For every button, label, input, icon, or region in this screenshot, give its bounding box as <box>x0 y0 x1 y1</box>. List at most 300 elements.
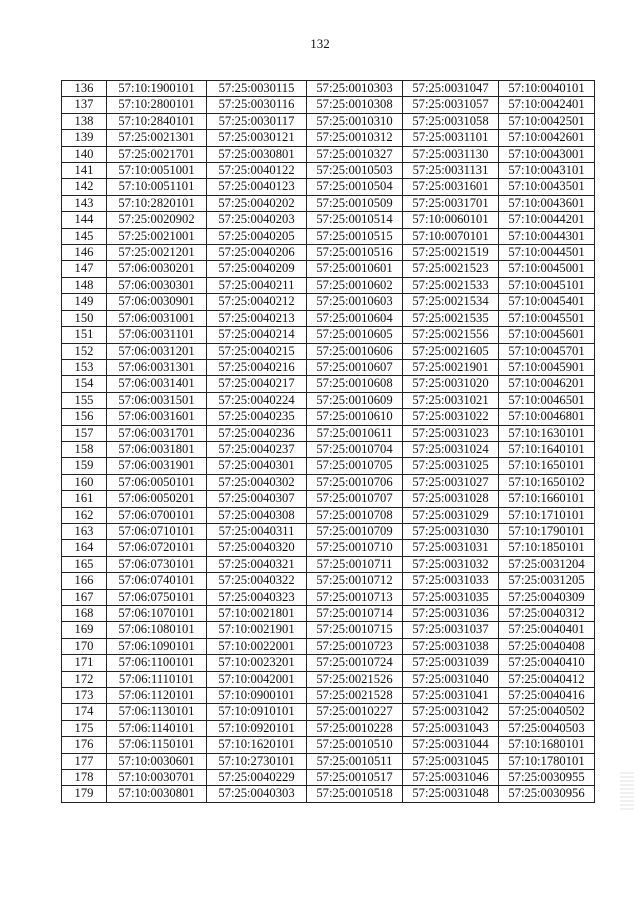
table-row <box>62 277 595 293</box>
cadastral-number-cell: 57:25:0040410 <box>499 655 595 671</box>
table-row <box>62 294 595 310</box>
row-number-cell: 137 <box>62 97 107 113</box>
cadastral-number-cell: 57:10:1710101 <box>499 507 595 523</box>
table-row <box>62 638 595 654</box>
table-row <box>62 409 595 425</box>
cadastral-number-cell: 57:25:0020902 <box>107 212 207 228</box>
cadastral-number-cell: 57:25:0010715 <box>307 622 403 638</box>
cadastral-number-cell: 57:25:0040235 <box>207 409 307 425</box>
cadastral-number-cell: 57:25:0010510 <box>307 737 403 753</box>
table-row <box>62 212 595 228</box>
table-row <box>62 97 595 113</box>
cadastral-number-cell: 57:25:0010709 <box>307 523 403 539</box>
cadastral-number-cell: 57:25:0010228 <box>307 720 403 736</box>
cadastral-number-cell: 57:06:0030901 <box>107 294 207 310</box>
cadastral-number-cell: 57:10:1900101 <box>107 81 207 97</box>
table-row <box>62 81 595 97</box>
row-number-cell: 175 <box>62 720 107 736</box>
table-row <box>62 523 595 539</box>
cadastral-number-cell: 57:25:0021605 <box>403 343 499 359</box>
cadastral-number-cell: 57:25:0010605 <box>307 327 403 343</box>
cadastral-number-cell: 57:25:0030801 <box>207 146 307 162</box>
cadastral-number-cell: 57:25:0031057 <box>403 97 499 113</box>
cadastral-number-cell: 57:10:2840101 <box>107 113 207 129</box>
cadastral-number-cell: 57:25:0040321 <box>207 556 307 572</box>
table-row <box>62 688 595 704</box>
cadastral-number-cell: 57:25:0010514 <box>307 212 403 228</box>
table-row <box>62 491 595 507</box>
table-row <box>62 376 595 392</box>
cadastral-number-cell: 57:25:0010604 <box>307 310 403 326</box>
cadastral-number-cell: 57:06:0031201 <box>107 343 207 359</box>
cadastral-number-cell: 57:25:0031048 <box>403 786 499 802</box>
cadastral-number-cell: 57:25:0040503 <box>499 720 595 736</box>
cadastral-number-cell: 57:06:0750101 <box>107 589 207 605</box>
cadastral-number-cell: 57:25:0010608 <box>307 376 403 392</box>
cadastral-number-cell: 57:25:0040323 <box>207 589 307 605</box>
cadastral-number-cell: 57:10:0051001 <box>107 163 207 179</box>
cadastral-number-cell: 57:25:0031043 <box>403 720 499 736</box>
cadastral-number-cell: 57:10:1850101 <box>499 540 595 556</box>
cadastral-number-cell: 57:25:0010509 <box>307 195 403 211</box>
cadastral-number-cell: 57:10:0920101 <box>207 720 307 736</box>
cadastral-number-cell: 57:06:1080101 <box>107 622 207 638</box>
cadastral-number-cell: 57:25:0010327 <box>307 146 403 162</box>
cadastral-number-cell: 57:25:0040212 <box>207 294 307 310</box>
table-row <box>62 163 595 179</box>
cadastral-number-cell: 57:25:0031205 <box>499 573 595 589</box>
cadastral-number-cell: 57:25:0010724 <box>307 655 403 671</box>
row-number-cell: 163 <box>62 523 107 539</box>
table-row <box>62 310 595 326</box>
table-body <box>62 81 595 803</box>
cadastral-number-cell: 57:25:0010517 <box>307 770 403 786</box>
cadastral-number-cell: 57:06:1070101 <box>107 606 207 622</box>
cadastral-number-cell: 57:10:0042001 <box>207 671 307 687</box>
cadastral-number-cell: 57:25:0010603 <box>307 294 403 310</box>
table-row <box>62 343 595 359</box>
cadastral-number-cell: 57:25:0031032 <box>403 556 499 572</box>
row-number-cell: 177 <box>62 753 107 769</box>
cadastral-number-cell: 57:25:0010610 <box>307 409 403 425</box>
cadastral-number-cell: 57:10:2820101 <box>107 195 207 211</box>
cadastral-number-cell: 57:25:0021528 <box>307 688 403 704</box>
cadastral-number-cell: 57:10:0045601 <box>499 327 595 343</box>
row-number-cell: 140 <box>62 146 107 162</box>
cadastral-number-cell: 57:10:0030801 <box>107 786 207 802</box>
row-number-cell: 151 <box>62 327 107 343</box>
cadastral-number-cell: 57:25:0010602 <box>307 277 403 293</box>
cadastral-number-cell: 57:25:0021701 <box>107 146 207 162</box>
row-number-cell: 142 <box>62 179 107 195</box>
cadastral-number-cell: 57:25:0031025 <box>403 458 499 474</box>
cadastral-number-cell: 57:25:0031038 <box>403 638 499 654</box>
cadastral-number-cell: 57:06:0720101 <box>107 540 207 556</box>
table-row <box>62 458 595 474</box>
row-number-cell: 155 <box>62 392 107 408</box>
cadastral-number-cell: 57:25:0030115 <box>207 81 307 97</box>
cadastral-number-cell: 57:25:0040408 <box>499 638 595 654</box>
row-number-cell: 176 <box>62 737 107 753</box>
cadastral-number-cell: 57:25:0040236 <box>207 425 307 441</box>
table-row <box>62 425 595 441</box>
cadastral-number-cell: 57:10:0060101 <box>403 212 499 228</box>
row-number-cell: 148 <box>62 277 107 293</box>
cadastral-number-cell: 57:25:0010723 <box>307 638 403 654</box>
cadastral-number-cell: 57:10:0043601 <box>499 195 595 211</box>
cadastral-number-cell: 57:25:0040502 <box>499 704 595 720</box>
cadastral-number-cell: 57:25:0031023 <box>403 425 499 441</box>
cadastral-number-cell: 57:25:0030121 <box>207 130 307 146</box>
table-row <box>62 589 595 605</box>
table-row <box>62 392 595 408</box>
row-number-cell: 143 <box>62 195 107 211</box>
cadastral-number-cell: 57:25:0010606 <box>307 343 403 359</box>
cadastral-number-cell: 57:25:0021535 <box>403 310 499 326</box>
cadastral-number-cell: 57:25:0031031 <box>403 540 499 556</box>
cadastral-number-cell: 57:25:0010705 <box>307 458 403 474</box>
cadastral-number-cell: 57:10:0045501 <box>499 310 595 326</box>
table-row <box>62 327 595 343</box>
cadastral-number-cell: 57:25:0040211 <box>207 277 307 293</box>
cadastral-number-cell: 57:06:1090101 <box>107 638 207 654</box>
cadastral-number-cell: 57:25:0040217 <box>207 376 307 392</box>
row-number-cell: 171 <box>62 655 107 671</box>
table-row <box>62 195 595 211</box>
table-row <box>62 671 595 687</box>
cadastral-table <box>61 80 595 803</box>
table-row <box>62 113 595 129</box>
table-row <box>62 474 595 490</box>
cadastral-number-cell: 57:25:0040302 <box>207 474 307 490</box>
cadastral-number-cell: 57:25:0010504 <box>307 179 403 195</box>
row-number-cell: 154 <box>62 376 107 392</box>
cadastral-number-cell: 57:25:0010706 <box>307 474 403 490</box>
cadastral-number-cell: 57:10:0910101 <box>207 704 307 720</box>
cadastral-number-cell: 57:25:0040213 <box>207 310 307 326</box>
row-number-cell: 156 <box>62 409 107 425</box>
cadastral-number-cell: 57:25:0031040 <box>403 671 499 687</box>
cadastral-number-cell: 57:25:0031033 <box>403 573 499 589</box>
cadastral-number-cell: 57:25:0040416 <box>499 688 595 704</box>
row-number-cell: 150 <box>62 310 107 326</box>
row-number-cell: 158 <box>62 441 107 457</box>
cadastral-number-cell: 57:10:0042401 <box>499 97 595 113</box>
row-number-cell: 153 <box>62 359 107 375</box>
cadastral-number-cell: 57:25:0010308 <box>307 97 403 113</box>
row-number-cell: 157 <box>62 425 107 441</box>
cadastral-number-cell: 57:25:0010511 <box>307 753 403 769</box>
cadastral-number-cell: 57:06:0031401 <box>107 376 207 392</box>
cadastral-number-cell: 57:06:0031701 <box>107 425 207 441</box>
cadastral-number-cell: 57:10:0044201 <box>499 212 595 228</box>
cadastral-number-cell: 57:10:0030701 <box>107 770 207 786</box>
cadastral-number-cell: 57:10:0040101 <box>499 81 595 97</box>
cadastral-number-cell: 57:10:1630101 <box>499 425 595 441</box>
cadastral-number-cell: 57:06:1110101 <box>107 671 207 687</box>
row-number-cell: 173 <box>62 688 107 704</box>
row-number-cell: 149 <box>62 294 107 310</box>
cadastral-number-cell: 57:10:1640101 <box>499 441 595 457</box>
table-row <box>62 622 595 638</box>
cadastral-number-cell: 57:25:0040215 <box>207 343 307 359</box>
cadastral-number-cell: 57:25:0010227 <box>307 704 403 720</box>
cadastral-number-cell: 57:10:0045901 <box>499 359 595 375</box>
cadastral-number-cell: 57:10:0030601 <box>107 753 207 769</box>
cadastral-number-cell: 57:25:0040412 <box>499 671 595 687</box>
row-number-cell: 145 <box>62 228 107 244</box>
cadastral-number-cell: 57:25:0021523 <box>403 261 499 277</box>
cadastral-number-cell: 57:25:0031036 <box>403 606 499 622</box>
cadastral-number-cell: 57:25:0031046 <box>403 770 499 786</box>
cadastral-number-cell: 57:25:0040202 <box>207 195 307 211</box>
row-number-cell: 160 <box>62 474 107 490</box>
cadastral-number-cell: 57:10:0045701 <box>499 343 595 359</box>
cadastral-number-cell: 57:10:0046501 <box>499 392 595 408</box>
cadastral-number-cell: 57:06:0050201 <box>107 491 207 507</box>
cadastral-number-cell: 57:25:0010607 <box>307 359 403 375</box>
cadastral-number-cell: 57:25:0031028 <box>403 491 499 507</box>
cadastral-number-cell: 57:25:0031047 <box>403 81 499 97</box>
row-number-cell: 138 <box>62 113 107 129</box>
cadastral-number-cell: 57:25:0030955 <box>499 770 595 786</box>
row-number-cell: 168 <box>62 606 107 622</box>
cadastral-number-cell: 57:10:0046801 <box>499 409 595 425</box>
cadastral-number-cell: 57:10:0900101 <box>207 688 307 704</box>
table-row <box>62 556 595 572</box>
cadastral-number-cell: 57:25:0031027 <box>403 474 499 490</box>
cadastral-number-cell: 57:25:0031058 <box>403 113 499 129</box>
cadastral-number-cell: 57:10:1650102 <box>499 474 595 490</box>
cadastral-number-cell: 57:10:0045001 <box>499 261 595 277</box>
table-row <box>62 737 595 753</box>
cadastral-number-cell: 57:25:0031042 <box>403 704 499 720</box>
cadastral-number-cell: 57:10:0042501 <box>499 113 595 129</box>
cadastral-number-cell: 57:25:0040123 <box>207 179 307 195</box>
cadastral-number-cell: 57:10:0022001 <box>207 638 307 654</box>
cadastral-number-cell: 57:10:1780101 <box>499 753 595 769</box>
cadastral-number-cell: 57:10:0021901 <box>207 622 307 638</box>
cadastral-number-cell: 57:06:0730101 <box>107 556 207 572</box>
cadastral-number-cell: 57:25:0031044 <box>403 737 499 753</box>
table-row <box>62 228 595 244</box>
cadastral-table-container <box>61 80 594 803</box>
cadastral-number-cell: 57:10:0043101 <box>499 163 595 179</box>
cadastral-number-cell: 57:10:0043501 <box>499 179 595 195</box>
cadastral-number-cell: 57:25:0040224 <box>207 392 307 408</box>
cadastral-number-cell: 57:25:0040203 <box>207 212 307 228</box>
cadastral-number-cell: 57:06:1140101 <box>107 720 207 736</box>
cadastral-number-cell: 57:06:0031501 <box>107 392 207 408</box>
table-row <box>62 441 595 457</box>
cadastral-number-cell: 57:25:0040322 <box>207 573 307 589</box>
table-row <box>62 359 595 375</box>
cadastral-number-cell: 57:25:0021534 <box>403 294 499 310</box>
cadastral-number-cell: 57:06:0031101 <box>107 327 207 343</box>
cadastral-number-cell: 57:25:0031601 <box>403 179 499 195</box>
cadastral-number-cell: 57:25:0031029 <box>403 507 499 523</box>
cadastral-number-cell: 57:25:0021533 <box>403 277 499 293</box>
cadastral-number-cell: 57:25:0040122 <box>207 163 307 179</box>
cadastral-number-cell: 57:25:0040229 <box>207 770 307 786</box>
cadastral-number-cell: 57:25:0040312 <box>499 606 595 622</box>
cadastral-number-cell: 57:25:0031101 <box>403 130 499 146</box>
row-number-cell: 169 <box>62 622 107 638</box>
cadastral-number-cell: 57:25:0040216 <box>207 359 307 375</box>
row-number-cell: 179 <box>62 786 107 802</box>
table-row <box>62 130 595 146</box>
cadastral-number-cell: 57:06:0030301 <box>107 277 207 293</box>
cadastral-number-cell: 57:25:0010303 <box>307 81 403 97</box>
cadastral-number-cell: 57:10:1620101 <box>207 737 307 753</box>
cadastral-number-cell: 57:25:0040309 <box>499 589 595 605</box>
cadastral-number-cell: 57:25:0040237 <box>207 441 307 457</box>
row-number-cell: 139 <box>62 130 107 146</box>
cadastral-number-cell: 57:25:0010515 <box>307 228 403 244</box>
cadastral-number-cell: 57:25:0021001 <box>107 228 207 244</box>
cadastral-number-cell: 57:25:0040206 <box>207 245 307 261</box>
cadastral-number-cell: 57:25:0021201 <box>107 245 207 261</box>
cadastral-number-cell: 57:25:0031021 <box>403 392 499 408</box>
table-row <box>62 261 595 277</box>
cadastral-number-cell: 57:10:0043001 <box>499 146 595 162</box>
cadastral-number-cell: 57:06:0740101 <box>107 573 207 589</box>
cadastral-number-cell: 57:10:0042601 <box>499 130 595 146</box>
cadastral-number-cell: 57:25:0021301 <box>107 130 207 146</box>
cadastral-number-cell: 57:25:0010310 <box>307 113 403 129</box>
row-number-cell: 178 <box>62 770 107 786</box>
cadastral-number-cell: 57:25:0010312 <box>307 130 403 146</box>
table-row <box>62 753 595 769</box>
table-row <box>62 606 595 622</box>
cadastral-number-cell: 57:06:0031801 <box>107 441 207 457</box>
table-row <box>62 770 595 786</box>
cadastral-number-cell: 57:06:0031901 <box>107 458 207 474</box>
row-number-cell: 141 <box>62 163 107 179</box>
scan-artifact <box>620 770 634 810</box>
cadastral-number-cell: 57:06:0031301 <box>107 359 207 375</box>
cadastral-number-cell: 57:25:0031045 <box>403 753 499 769</box>
cadastral-number-cell: 57:25:0010712 <box>307 573 403 589</box>
cadastral-number-cell: 57:25:0010516 <box>307 245 403 261</box>
cadastral-number-cell: 57:25:0040307 <box>207 491 307 507</box>
cadastral-number-cell: 57:25:0031030 <box>403 523 499 539</box>
cadastral-number-cell: 57:06:0031001 <box>107 310 207 326</box>
cadastral-number-cell: 57:10:1650101 <box>499 458 595 474</box>
cadastral-number-cell: 57:06:0710101 <box>107 523 207 539</box>
row-number-cell: 170 <box>62 638 107 654</box>
cadastral-number-cell: 57:10:0070101 <box>403 228 499 244</box>
cadastral-number-cell: 57:25:0031701 <box>403 195 499 211</box>
cadastral-number-cell: 57:10:0051101 <box>107 179 207 195</box>
cadastral-number-cell: 57:25:0010707 <box>307 491 403 507</box>
cadastral-number-cell: 57:25:0040303 <box>207 786 307 802</box>
cadastral-number-cell: 57:06:0700101 <box>107 507 207 523</box>
cadastral-number-cell: 57:25:0010710 <box>307 540 403 556</box>
cadastral-number-cell: 57:25:0021556 <box>403 327 499 343</box>
cadastral-number-cell: 57:25:0040301 <box>207 458 307 474</box>
cadastral-number-cell: 57:25:0010609 <box>307 392 403 408</box>
cadastral-number-cell: 57:25:0010711 <box>307 556 403 572</box>
cadastral-number-cell: 57:25:0010518 <box>307 786 403 802</box>
cadastral-number-cell: 57:06:1150101 <box>107 737 207 753</box>
row-number-cell: 144 <box>62 212 107 228</box>
cadastral-number-cell: 57:25:0010704 <box>307 441 403 457</box>
row-number-cell: 146 <box>62 245 107 261</box>
cadastral-number-cell: 57:25:0010713 <box>307 589 403 605</box>
row-number-cell: 162 <box>62 507 107 523</box>
table-row <box>62 704 595 720</box>
cadastral-number-cell: 57:25:0021519 <box>403 245 499 261</box>
cadastral-number-cell: 57:25:0031204 <box>499 556 595 572</box>
cadastral-number-cell: 57:10:0044501 <box>499 245 595 261</box>
row-number-cell: 147 <box>62 261 107 277</box>
cadastral-number-cell: 57:10:1660101 <box>499 491 595 507</box>
cadastral-number-cell: 57:25:0030117 <box>207 113 307 129</box>
cadastral-number-cell: 57:25:0031037 <box>403 622 499 638</box>
cadastral-number-cell: 57:25:0031039 <box>403 655 499 671</box>
cadastral-number-cell: 57:06:0031601 <box>107 409 207 425</box>
row-number-cell: 172 <box>62 671 107 687</box>
row-number-cell: 164 <box>62 540 107 556</box>
cadastral-number-cell: 57:25:0010611 <box>307 425 403 441</box>
cadastral-number-cell: 57:06:1120101 <box>107 688 207 704</box>
cadastral-number-cell: 57:10:0023201 <box>207 655 307 671</box>
table-row <box>62 720 595 736</box>
cadastral-number-cell: 57:25:0031020 <box>403 376 499 392</box>
cadastral-number-cell: 57:25:0040205 <box>207 228 307 244</box>
row-number-cell: 166 <box>62 573 107 589</box>
cadastral-number-cell: 57:25:0010708 <box>307 507 403 523</box>
cadastral-number-cell: 57:06:0050101 <box>107 474 207 490</box>
cadastral-number-cell: 57:25:0031131 <box>403 163 499 179</box>
cadastral-number-cell: 57:06:1100101 <box>107 655 207 671</box>
cadastral-number-cell: 57:10:1790101 <box>499 523 595 539</box>
cadastral-number-cell: 57:06:0030201 <box>107 261 207 277</box>
table-row <box>62 786 595 802</box>
cadastral-number-cell: 57:25:0040320 <box>207 540 307 556</box>
table-row <box>62 573 595 589</box>
page-number: 132 <box>310 36 330 51</box>
table-row <box>62 146 595 162</box>
table-row <box>62 245 595 261</box>
row-number-cell: 159 <box>62 458 107 474</box>
cadastral-number-cell: 57:25:0021526 <box>307 671 403 687</box>
cadastral-number-cell: 57:25:0030956 <box>499 786 595 802</box>
cadastral-number-cell: 57:25:0010601 <box>307 261 403 277</box>
row-number-cell: 136 <box>62 81 107 97</box>
cadastral-number-cell: 57:25:0010714 <box>307 606 403 622</box>
cadastral-number-cell: 57:25:0030116 <box>207 97 307 113</box>
cadastral-number-cell: 57:10:1680101 <box>499 737 595 753</box>
row-number-cell: 152 <box>62 343 107 359</box>
cadastral-number-cell: 57:25:0010503 <box>307 163 403 179</box>
row-number-cell: 161 <box>62 491 107 507</box>
cadastral-number-cell: 57:25:0040401 <box>499 622 595 638</box>
cadastral-number-cell: 57:25:0040311 <box>207 523 307 539</box>
table-row <box>62 179 595 195</box>
table-row <box>62 507 595 523</box>
cadastral-number-cell: 57:25:0040308 <box>207 507 307 523</box>
cadastral-number-cell: 57:10:2800101 <box>107 97 207 113</box>
row-number-cell: 174 <box>62 704 107 720</box>
cadastral-number-cell: 57:25:0031035 <box>403 589 499 605</box>
cadastral-number-cell: 57:06:1130101 <box>107 704 207 720</box>
cadastral-number-cell: 57:10:0045101 <box>499 277 595 293</box>
cadastral-number-cell: 57:25:0031022 <box>403 409 499 425</box>
cadastral-number-cell: 57:10:0046201 <box>499 376 595 392</box>
row-number-cell: 167 <box>62 589 107 605</box>
